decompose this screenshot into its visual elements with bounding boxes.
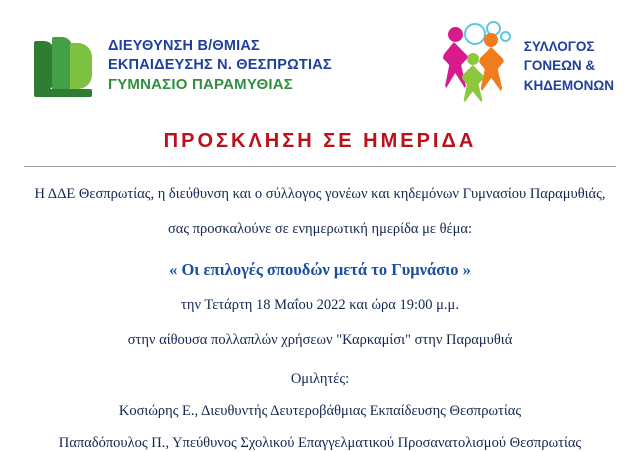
invitation-text: σας προσκαλούνε σε ενημερωτική ημερίδα με θέμα: (26, 220, 614, 239)
association-logo-block (440, 23, 614, 109)
open-book-icon (34, 35, 96, 97)
speakers-label: Ομιλητές: (26, 370, 614, 389)
association-line-1: ΣΥΛΛΟΓΟΣ (524, 37, 614, 57)
divider (24, 166, 616, 167)
bubble-small-icon (500, 31, 511, 42)
page-title: ΠΡΟΣΚΛΗΣΗ ΣΕ ΗΜΕΡΙΔΑ (0, 130, 640, 153)
intro-text: Η ΔΔΕ Θεσπρωτίας, η διεύθυνση και ο σύλλογος γονέων και κηδεμόνων Γυμνασίου Παραμυθιάς, (26, 185, 614, 204)
association-logo-text (524, 37, 614, 96)
bubble-large-icon (464, 23, 486, 45)
poster-header (0, 0, 640, 118)
datetime-text: την Τετάρτη 18 Μαΐου 2022 και ώρα 19:00 μ.μ. (26, 296, 614, 315)
dde-logo-block (34, 35, 332, 97)
association-line-3: ΚΗΔΕΜΟΝΩΝ (524, 76, 614, 96)
dde-line-2: ΕΚΠΑΙΔΕΥΣΗΣ Ν. ΘΕΣΠΡΩΤΙΑΣ (108, 56, 332, 75)
dde-line-1: ΔΙΕΥΘΥΝΣΗ Β/ΘΜΙΑΣ (108, 37, 332, 56)
dde-logo-text (108, 37, 332, 95)
venue-text: στην αίθουσα πολλαπλών χρήσεων "Καρκαμίσι" στην Παραμυθιά (26, 331, 614, 350)
speaker-item: Κοσιώρης Ε., Διευθυντής Δευτεροβάθμιας Εκπαίδευσης Θεσπρωτίας (26, 402, 614, 421)
family-group-icon (440, 23, 518, 109)
association-line-2: ΓΟΝΕΩΝ & (524, 56, 614, 76)
subject-text: « Οι επιλογές σπουδών μετά το Γυμνάσιο » (26, 259, 614, 280)
dde-line-3: ΓΥΜΝΑΣΙΟ ΠΑΡΑΜΥΘΙΑΣ (108, 75, 332, 95)
poster-body (0, 185, 640, 452)
speaker-item: Παπαδόπουλος Π., Υπεύθυνος Σχολικού Επαγγελματικού Προσανατολισμού Θεσπρωτίας (26, 434, 614, 452)
